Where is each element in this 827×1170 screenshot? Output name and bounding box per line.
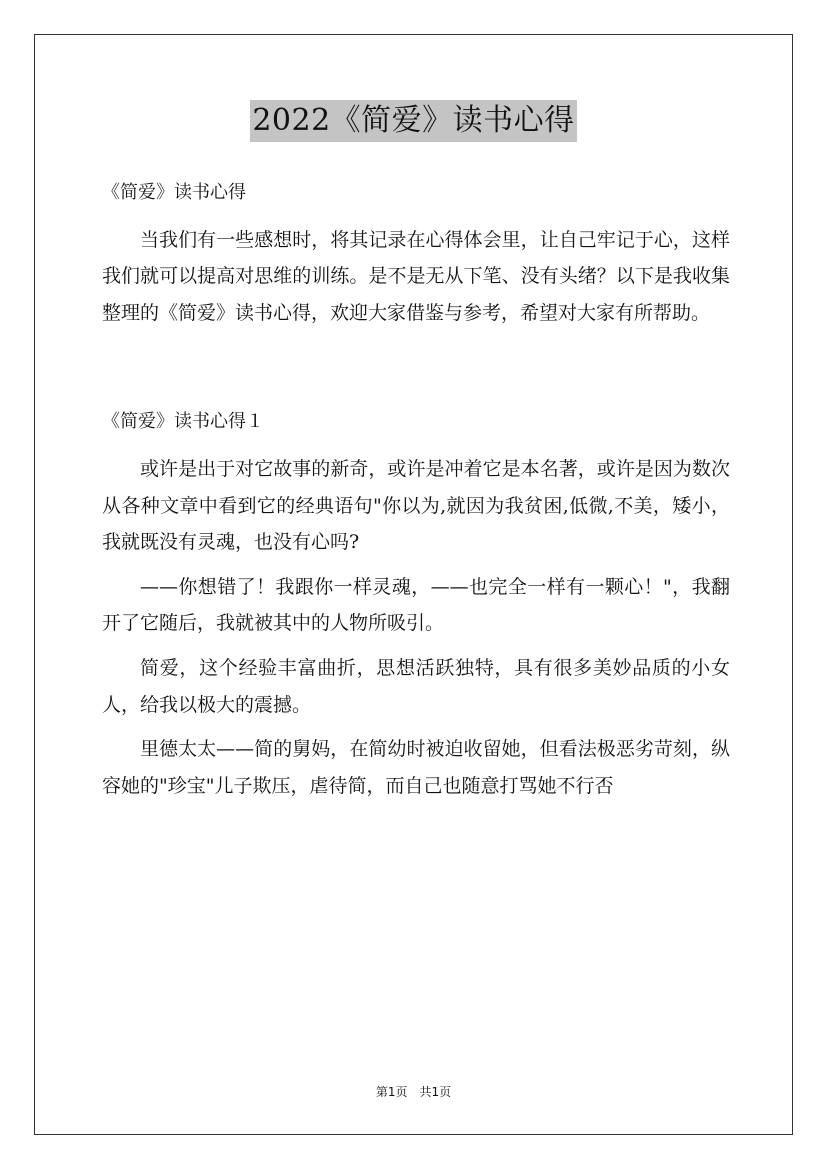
document-title: 2022《简爱》读书心得 bbox=[250, 100, 576, 142]
page-number: 第1页 共1页 bbox=[375, 1085, 452, 1099]
intro-heading: 《简爱》读书心得 bbox=[102, 182, 246, 203]
intro-paragraph: 当我们有一些感想时，将其记录在心得体会里，让自己牢记于心，这样我们就可以提高对思维的训练。是不是无从下笔、没有头绪？以下是我收集整理的《简爱》读书心得，欢迎大家借鉴与参考，希望对大家有所帮助。 bbox=[102, 228, 730, 324]
body-paragraph: ——你想错了！我跟你一样灵魂，——也完全一样有一颗心！"，我翻开了它随后，我就被其中的人物所吸引。 bbox=[102, 575, 730, 635]
page-footer bbox=[0, 1083, 827, 1100]
body-paragraph: 里德太太——简的舅妈，在简幼时被迫收留她，但看法极恶劣苛刻，纵容她的"珍宝"儿子欺压，虐待简，而自己也随意打骂她不行否 bbox=[102, 738, 730, 797]
body-paragraph: 或许是出于对它故事的新奇，或许是冲着它是本名著，或许是因为数次从各种文章中看到它的经典语句"你以为,就因为我贫困,低微,不美，矮小，我就既没有灵魂，也没有心吗? bbox=[102, 457, 730, 554]
body-paragraph: 简爱，这个经验丰富曲折，思想活跃独特，具有很多美妙品质的小女人，给我以极大的震撼。 bbox=[102, 656, 730, 716]
section1-heading: 《简爱》读书心得１ bbox=[102, 411, 264, 433]
section-gap bbox=[102, 331, 730, 404]
document-body bbox=[102, 175, 730, 804]
title-container bbox=[0, 100, 827, 142]
